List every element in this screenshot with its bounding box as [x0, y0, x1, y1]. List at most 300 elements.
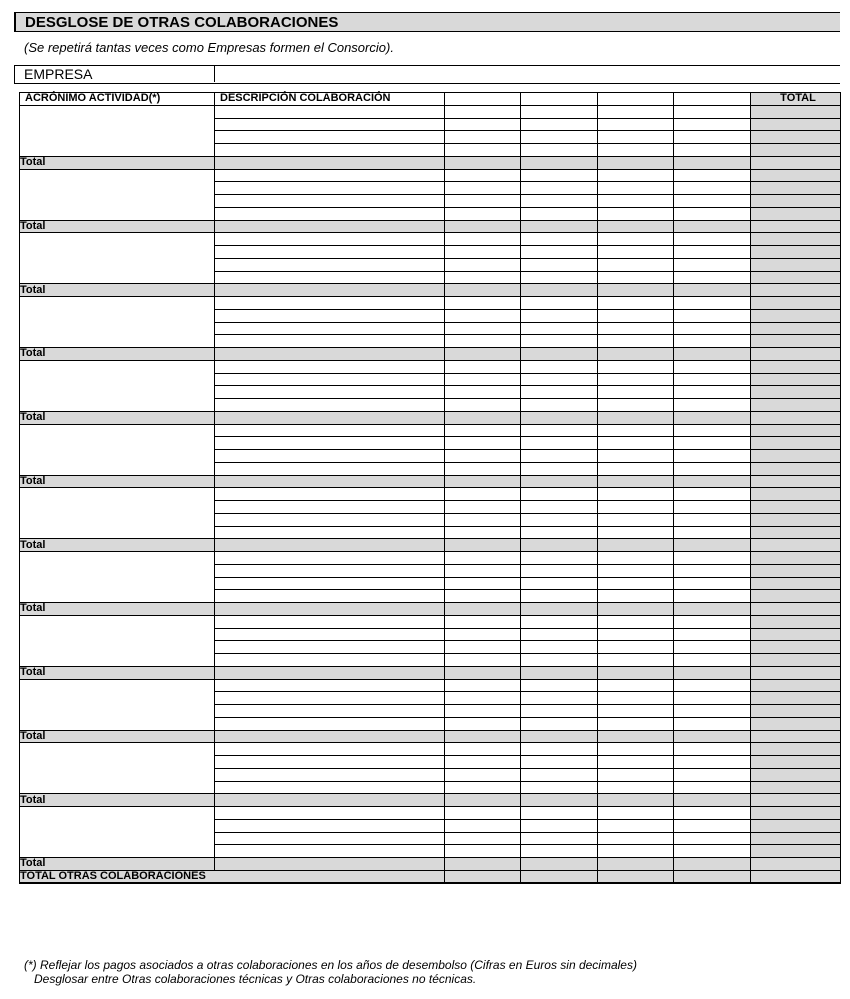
row-total-cell: [751, 386, 841, 399]
amount-cell-year-2[interactable]: [521, 768, 598, 781]
amount-cell-year-3[interactable]: [598, 654, 674, 667]
amount-cell-year-3[interactable]: [598, 615, 674, 628]
row-total-cell: [751, 641, 841, 654]
amount-cell-year-1[interactable]: [445, 335, 521, 348]
amount-cell-year-3[interactable]: [598, 590, 674, 603]
amount-cell-year-2[interactable]: [521, 297, 598, 310]
amount-cell-year-3[interactable]: [598, 424, 674, 437]
amount-cell-year-3[interactable]: [598, 832, 674, 845]
descripcion-cell[interactable]: [215, 768, 445, 781]
table-row: [20, 360, 841, 373]
amount-cell-year-3[interactable]: [598, 501, 674, 514]
amount-cell-year-1[interactable]: [445, 768, 521, 781]
amount-cell-year-4[interactable]: [674, 233, 751, 246]
amount-cell-year-4[interactable]: [674, 488, 751, 501]
amount-cell-year-4[interactable]: [674, 628, 751, 641]
amount-cell-year-2[interactable]: [521, 195, 598, 208]
amount-cell-year-3[interactable]: [598, 679, 674, 692]
amount-cell-year-1[interactable]: [445, 271, 521, 284]
amount-cell-year-4[interactable]: [674, 207, 751, 220]
amount-cell-year-1[interactable]: [445, 717, 521, 730]
amount-cell-year-1[interactable]: [445, 564, 521, 577]
amount-cell-year-1[interactable]: [445, 105, 521, 118]
amount-cell-year-2[interactable]: [521, 169, 598, 182]
amount-cell-year-4[interactable]: [674, 552, 751, 565]
descripcion-cell[interactable]: [215, 845, 445, 858]
amount-cell-year-4[interactable]: [674, 641, 751, 654]
amount-cell-year-2[interactable]: [521, 552, 598, 565]
amount-cell-year-2[interactable]: [521, 271, 598, 284]
amount-cell-year-4[interactable]: [674, 819, 751, 832]
acronimo-cell[interactable]: [20, 169, 215, 220]
descripcion-cell[interactable]: [215, 271, 445, 284]
amount-cell-year-1[interactable]: [445, 743, 521, 756]
amount-cell-year-3[interactable]: [598, 297, 674, 310]
amount-cell-year-3[interactable]: [598, 233, 674, 246]
amount-cell-year-3[interactable]: [598, 692, 674, 705]
amount-cell-year-3[interactable]: [598, 207, 674, 220]
col-header-year-4: [674, 93, 751, 106]
amount-cell-year-1[interactable]: [445, 195, 521, 208]
amount-cell-year-3[interactable]: [598, 309, 674, 322]
amount-cell-year-3[interactable]: [598, 144, 674, 157]
amount-cell-year-4[interactable]: [674, 105, 751, 118]
acronimo-cell[interactable]: [20, 743, 215, 794]
descripcion-cell[interactable]: [215, 781, 445, 794]
row-total-cell: [751, 309, 841, 322]
amount-cell-year-2[interactable]: [521, 424, 598, 437]
descripcion-cell[interactable]: [215, 144, 445, 157]
subtotal-cell: [674, 666, 751, 679]
amount-cell-year-3[interactable]: [598, 386, 674, 399]
amount-cell-year-4[interactable]: [674, 399, 751, 412]
amount-cell-year-1[interactable]: [445, 692, 521, 705]
subtotal-cell: [521, 730, 598, 743]
amount-cell-year-2[interactable]: [521, 386, 598, 399]
amount-cell-year-3[interactable]: [598, 258, 674, 271]
descripcion-cell[interactable]: [215, 462, 445, 475]
amount-cell-year-2[interactable]: [521, 577, 598, 590]
amount-cell-year-2[interactable]: [521, 705, 598, 718]
amount-cell-year-4[interactable]: [674, 526, 751, 539]
empresa-field[interactable]: [214, 66, 841, 82]
amount-cell-year-4[interactable]: [674, 679, 751, 692]
amount-cell-year-4[interactable]: [674, 195, 751, 208]
descripcion-cell[interactable]: [215, 513, 445, 526]
amount-cell-year-1[interactable]: [445, 258, 521, 271]
amount-cell-year-1[interactable]: [445, 526, 521, 539]
amount-cell-year-4[interactable]: [674, 845, 751, 858]
descripcion-cell[interactable]: [215, 399, 445, 412]
amount-cell-year-2[interactable]: [521, 488, 598, 501]
subtotal-cell: [445, 539, 521, 552]
descripcion-cell[interactable]: [215, 182, 445, 195]
amount-cell-year-3[interactable]: [598, 195, 674, 208]
amount-cell-year-4[interactable]: [674, 450, 751, 463]
amount-cell-year-4[interactable]: [674, 768, 751, 781]
amount-cell-year-2[interactable]: [521, 131, 598, 144]
descripcion-cell[interactable]: [215, 756, 445, 769]
table-row: [20, 552, 841, 565]
amount-cell-year-2[interactable]: [521, 144, 598, 157]
amount-cell-year-1[interactable]: [445, 756, 521, 769]
amount-cell-year-4[interactable]: [674, 717, 751, 730]
descripcion-cell[interactable]: [215, 309, 445, 322]
amount-cell-year-1[interactable]: [445, 462, 521, 475]
descripcion-cell[interactable]: [215, 105, 445, 118]
descripcion-cell[interactable]: [215, 118, 445, 131]
row-total-cell: [751, 552, 841, 565]
descripcion-cell[interactable]: [215, 246, 445, 259]
amount-cell-year-2[interactable]: [521, 615, 598, 628]
row-total-cell: [751, 628, 841, 641]
descripcion-cell[interactable]: [215, 207, 445, 220]
amount-cell-year-1[interactable]: [445, 207, 521, 220]
subtotal-cell: [521, 603, 598, 616]
amount-cell-year-4[interactable]: [674, 309, 751, 322]
amount-cell-year-3[interactable]: [598, 743, 674, 756]
amount-cell-year-3[interactable]: [598, 399, 674, 412]
amount-cell-year-1[interactable]: [445, 182, 521, 195]
amount-cell-year-4[interactable]: [674, 258, 751, 271]
amount-cell-year-3[interactable]: [598, 322, 674, 335]
amount-cell-year-4[interactable]: [674, 462, 751, 475]
amount-cell-year-4[interactable]: [674, 424, 751, 437]
acronimo-cell[interactable]: [20, 552, 215, 603]
descripcion-cell[interactable]: [215, 641, 445, 654]
descripcion-cell[interactable]: [215, 832, 445, 845]
amount-cell-year-1[interactable]: [445, 501, 521, 514]
amount-cell-year-1[interactable]: [445, 399, 521, 412]
amount-cell-year-2[interactable]: [521, 692, 598, 705]
acronimo-cell[interactable]: [20, 807, 215, 858]
subtotal-cell: [215, 156, 445, 169]
row-total-cell: [751, 246, 841, 259]
amount-cell-year-1[interactable]: [445, 552, 521, 565]
amount-cell-year-4[interactable]: [674, 590, 751, 603]
amount-cell-year-1[interactable]: [445, 169, 521, 182]
amount-cell-year-4[interactable]: [674, 705, 751, 718]
amount-cell-year-2[interactable]: [521, 450, 598, 463]
subtotal-cell: [215, 220, 445, 233]
amount-cell-year-1[interactable]: [445, 437, 521, 450]
amount-cell-year-2[interactable]: [521, 118, 598, 131]
descripcion-cell[interactable]: [215, 577, 445, 590]
subtotal-cell: [674, 858, 751, 871]
section-subtitle: (Se repetirá tantas veces como Empresas formen el Consorcio).: [24, 40, 394, 55]
amount-cell-year-4[interactable]: [674, 360, 751, 373]
amount-cell-year-1[interactable]: [445, 373, 521, 386]
descripcion-cell[interactable]: [215, 819, 445, 832]
descripcion-cell[interactable]: [215, 590, 445, 603]
subtotal-cell: [598, 220, 674, 233]
amount-cell-year-4[interactable]: [674, 564, 751, 577]
subtotal-cell: [521, 156, 598, 169]
amount-cell-year-4[interactable]: [674, 322, 751, 335]
amount-cell-year-4[interactable]: [674, 131, 751, 144]
descripcion-cell[interactable]: [215, 743, 445, 756]
amount-cell-year-3[interactable]: [598, 182, 674, 195]
descripcion-cell[interactable]: [215, 195, 445, 208]
amount-cell-year-1[interactable]: [445, 628, 521, 641]
subtotal-cell: [674, 284, 751, 297]
amount-cell-year-4[interactable]: [674, 654, 751, 667]
amount-cell-year-3[interactable]: [598, 845, 674, 858]
amount-cell-year-4[interactable]: [674, 807, 751, 820]
row-total-cell: [751, 577, 841, 590]
acronimo-cell[interactable]: [20, 488, 215, 539]
amount-cell-year-4[interactable]: [674, 182, 751, 195]
amount-cell-year-2[interactable]: [521, 819, 598, 832]
amount-cell-year-3[interactable]: [598, 552, 674, 565]
table-row: [20, 488, 841, 501]
subtotal-cell: [598, 666, 674, 679]
amount-cell-year-3[interactable]: [598, 781, 674, 794]
amount-cell-year-2[interactable]: [521, 309, 598, 322]
amount-cell-year-4[interactable]: [674, 513, 751, 526]
amount-cell-year-1[interactable]: [445, 679, 521, 692]
descripcion-cell[interactable]: [215, 297, 445, 310]
descripcion-cell[interactable]: [215, 373, 445, 386]
amount-cell-year-3[interactable]: [598, 807, 674, 820]
amount-cell-year-1[interactable]: [445, 450, 521, 463]
amount-cell-year-2[interactable]: [521, 105, 598, 118]
row-total-cell: [751, 564, 841, 577]
descripcion-cell[interactable]: [215, 437, 445, 450]
amount-cell-year-4[interactable]: [674, 373, 751, 386]
amount-cell-year-2[interactable]: [521, 182, 598, 195]
amount-cell-year-2[interactable]: [521, 628, 598, 641]
descripcion-cell[interactable]: [215, 564, 445, 577]
amount-cell-year-1[interactable]: [445, 781, 521, 794]
row-total-cell: [751, 526, 841, 539]
amount-cell-year-3[interactable]: [598, 360, 674, 373]
amount-cell-year-3[interactable]: [598, 756, 674, 769]
amount-cell-year-3[interactable]: [598, 437, 674, 450]
amount-cell-year-1[interactable]: [445, 360, 521, 373]
amount-cell-year-2[interactable]: [521, 654, 598, 667]
amount-cell-year-3[interactable]: [598, 335, 674, 348]
descripcion-cell[interactable]: [215, 705, 445, 718]
amount-cell-year-2[interactable]: [521, 781, 598, 794]
descripcion-cell[interactable]: [215, 360, 445, 373]
descripcion-cell[interactable]: [215, 450, 445, 463]
amount-cell-year-1[interactable]: [445, 246, 521, 259]
descripcion-cell[interactable]: [215, 679, 445, 692]
subtotal-label: Total: [20, 794, 215, 807]
amount-cell-year-3[interactable]: [598, 169, 674, 182]
amount-cell-year-1[interactable]: [445, 832, 521, 845]
table-row: [20, 297, 841, 310]
row-total-cell: [751, 207, 841, 220]
descripcion-cell[interactable]: [215, 526, 445, 539]
amount-cell-year-3[interactable]: [598, 513, 674, 526]
amount-cell-year-4[interactable]: [674, 781, 751, 794]
amount-cell-year-4[interactable]: [674, 437, 751, 450]
acronimo-cell[interactable]: [20, 360, 215, 411]
amount-cell-year-2[interactable]: [521, 207, 598, 220]
acronimo-cell[interactable]: [20, 615, 215, 666]
subtotal-row: [20, 603, 841, 616]
amount-cell-year-1[interactable]: [445, 513, 521, 526]
descripcion-cell[interactable]: [215, 615, 445, 628]
subtotal-label: Total: [20, 666, 215, 679]
acronimo-cell[interactable]: [20, 679, 215, 730]
amount-cell-year-4[interactable]: [674, 297, 751, 310]
subtotal-cell: [521, 220, 598, 233]
amount-cell-year-3[interactable]: [598, 526, 674, 539]
amount-cell-year-1[interactable]: [445, 322, 521, 335]
acronimo-cell[interactable]: [20, 105, 215, 156]
amount-cell-year-1[interactable]: [445, 233, 521, 246]
descripcion-cell[interactable]: [215, 692, 445, 705]
amount-cell-year-1[interactable]: [445, 590, 521, 603]
amount-cell-year-1[interactable]: [445, 118, 521, 131]
amount-cell-year-1[interactable]: [445, 424, 521, 437]
subtotal-row: [20, 539, 841, 552]
amount-cell-year-2[interactable]: [521, 564, 598, 577]
amount-cell-year-1[interactable]: [445, 654, 521, 667]
descripcion-cell[interactable]: [215, 628, 445, 641]
amount-cell-year-1[interactable]: [445, 488, 521, 501]
amount-cell-year-1[interactable]: [445, 131, 521, 144]
amount-cell-year-4[interactable]: [674, 615, 751, 628]
amount-cell-year-4[interactable]: [674, 144, 751, 157]
amount-cell-year-2[interactable]: [521, 743, 598, 756]
amount-cell-year-3[interactable]: [598, 641, 674, 654]
amount-cell-year-4[interactable]: [674, 246, 751, 259]
descripcion-cell[interactable]: [215, 258, 445, 271]
amount-cell-year-2[interactable]: [521, 845, 598, 858]
amount-cell-year-2[interactable]: [521, 832, 598, 845]
section-title-bar: [14, 12, 840, 32]
descripcion-cell[interactable]: [215, 807, 445, 820]
table-row: [20, 679, 841, 692]
descripcion-cell[interactable]: [215, 169, 445, 182]
amount-cell-year-2[interactable]: [521, 501, 598, 514]
amount-cell-year-1[interactable]: [445, 705, 521, 718]
amount-cell-year-1[interactable]: [445, 641, 521, 654]
collaborations-table: [19, 92, 841, 884]
descripcion-cell[interactable]: [215, 488, 445, 501]
subtotal-cell: [598, 539, 674, 552]
amount-cell-year-2[interactable]: [521, 335, 598, 348]
amount-cell-year-2[interactable]: [521, 399, 598, 412]
amount-cell-year-2[interactable]: [521, 590, 598, 603]
amount-cell-year-2[interactable]: [521, 679, 598, 692]
amount-cell-year-3[interactable]: [598, 246, 674, 259]
col-header-acronimo: ACRÓNIMO ACTIVIDAD(*): [20, 93, 215, 106]
amount-cell-year-4[interactable]: [674, 335, 751, 348]
amount-cell-year-2[interactable]: [521, 462, 598, 475]
amount-cell-year-3[interactable]: [598, 118, 674, 131]
amount-cell-year-3[interactable]: [598, 628, 674, 641]
amount-cell-year-2[interactable]: [521, 360, 598, 373]
amount-cell-year-2[interactable]: [521, 526, 598, 539]
amount-cell-year-4[interactable]: [674, 271, 751, 284]
amount-cell-year-4[interactable]: [674, 692, 751, 705]
descripcion-cell[interactable]: [215, 552, 445, 565]
row-total-cell: [751, 450, 841, 463]
amount-cell-year-1[interactable]: [445, 309, 521, 322]
amount-cell-year-2[interactable]: [521, 717, 598, 730]
amount-cell-year-3[interactable]: [598, 131, 674, 144]
descripcion-cell[interactable]: [215, 424, 445, 437]
amount-cell-year-4[interactable]: [674, 169, 751, 182]
amount-cell-year-2[interactable]: [521, 322, 598, 335]
amount-cell-year-4[interactable]: [674, 386, 751, 399]
subtotal-row: [20, 284, 841, 297]
subtotal-cell: [215, 858, 445, 871]
descripcion-cell[interactable]: [215, 654, 445, 667]
descripcion-cell[interactable]: [215, 717, 445, 730]
descripcion-cell[interactable]: [215, 233, 445, 246]
table-row: [20, 169, 841, 182]
amount-cell-year-4[interactable]: [674, 501, 751, 514]
descripcion-cell[interactable]: [215, 335, 445, 348]
amount-cell-year-2[interactable]: [521, 756, 598, 769]
amount-cell-year-3[interactable]: [598, 373, 674, 386]
row-total-cell: [751, 462, 841, 475]
descripcion-cell[interactable]: [215, 131, 445, 144]
amount-cell-year-4[interactable]: [674, 743, 751, 756]
amount-cell-year-3[interactable]: [598, 819, 674, 832]
amount-cell-year-2[interactable]: [521, 373, 598, 386]
amount-cell-year-1[interactable]: [445, 297, 521, 310]
amount-cell-year-2[interactable]: [521, 246, 598, 259]
amount-cell-year-1[interactable]: [445, 577, 521, 590]
subtotal-cell: [751, 156, 841, 169]
amount-cell-year-3[interactable]: [598, 577, 674, 590]
amount-cell-year-3[interactable]: [598, 488, 674, 501]
amount-cell-year-3[interactable]: [598, 564, 674, 577]
amount-cell-year-3[interactable]: [598, 271, 674, 284]
amount-cell-year-2[interactable]: [521, 437, 598, 450]
amount-cell-year-2[interactable]: [521, 233, 598, 246]
amount-cell-year-1[interactable]: [445, 807, 521, 820]
amount-cell-year-2[interactable]: [521, 807, 598, 820]
grand-total-cell: [445, 870, 521, 883]
amount-cell-year-2[interactable]: [521, 513, 598, 526]
acronimo-cell[interactable]: [20, 233, 215, 284]
amount-cell-year-3[interactable]: [598, 105, 674, 118]
descripcion-cell[interactable]: [215, 322, 445, 335]
amount-cell-year-4[interactable]: [674, 756, 751, 769]
descripcion-cell[interactable]: [215, 501, 445, 514]
acronimo-cell[interactable]: [20, 297, 215, 348]
subtotal-cell: [215, 411, 445, 424]
subtotal-row: [20, 220, 841, 233]
amount-cell-year-1[interactable]: [445, 845, 521, 858]
amount-cell-year-3[interactable]: [598, 705, 674, 718]
amount-cell-year-2[interactable]: [521, 258, 598, 271]
amount-cell-year-2[interactable]: [521, 641, 598, 654]
descripcion-cell[interactable]: [215, 386, 445, 399]
amount-cell-year-3[interactable]: [598, 462, 674, 475]
amount-cell-year-1[interactable]: [445, 144, 521, 157]
amount-cell-year-1[interactable]: [445, 615, 521, 628]
amount-cell-year-4[interactable]: [674, 118, 751, 131]
amount-cell-year-1[interactable]: [445, 819, 521, 832]
row-total-cell: [751, 756, 841, 769]
amount-cell-year-4[interactable]: [674, 577, 751, 590]
amount-cell-year-3[interactable]: [598, 717, 674, 730]
amount-cell-year-1[interactable]: [445, 386, 521, 399]
acronimo-cell[interactable]: [20, 424, 215, 475]
amount-cell-year-4[interactable]: [674, 832, 751, 845]
amount-cell-year-3[interactable]: [598, 450, 674, 463]
amount-cell-year-3[interactable]: [598, 768, 674, 781]
